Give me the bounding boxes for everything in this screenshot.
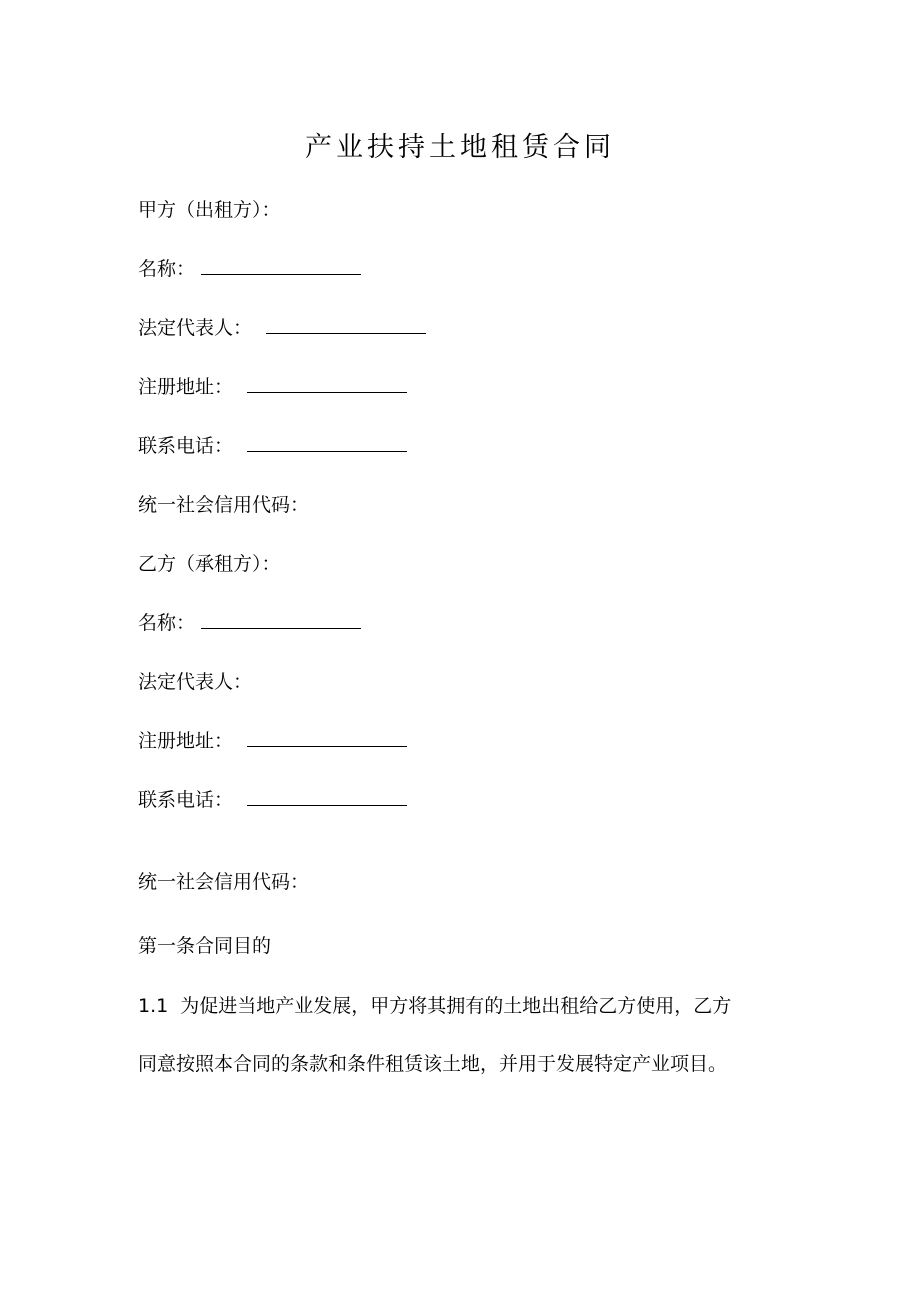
party-a-name-row: [138, 256, 361, 282]
party-a-phone-label: 联系电话：: [138, 435, 234, 457]
clause-number: 1.1: [138, 995, 169, 1017]
party-b-heading: 乙方（承租方）：: [138, 553, 281, 575]
party-b-rep-label: 法定代表人：: [138, 671, 253, 693]
party-b-name-label: 名称：: [138, 612, 196, 634]
party-b-credit-code: 统一社会信用代码：: [138, 871, 310, 893]
party-a-rep-row: [138, 315, 426, 341]
party-a-address-row: [138, 374, 407, 400]
clause-text-line-2: 同意按照本合同的条款和条件租赁该土地，并用于发展特定产业项目。: [138, 1053, 728, 1075]
party-b-address-label: 注册地址：: [138, 730, 234, 752]
party-a-rep-label: 法定代表人：: [138, 317, 253, 339]
party-b-address-row: [138, 728, 407, 754]
clause-text-line-1: 为促进当地产业发展，甲方将其拥有的土地出租给乙方使用，乙方: [180, 995, 732, 1017]
clause-line-1: [138, 977, 778, 1035]
party-b-name-row: [138, 610, 361, 636]
party-b-address-blank: [247, 728, 407, 747]
article-1-heading: 第一条合同目的: [138, 935, 272, 957]
party-a-address-label: 注册地址：: [138, 376, 234, 398]
article-1-clause: [138, 977, 778, 1093]
party-a-rep-blank: [266, 315, 426, 334]
party-a-address-blank: [247, 374, 407, 393]
party-a-phone-blank: [247, 433, 407, 452]
party-a-name-blank: [201, 256, 361, 275]
party-a-credit-code: 统一社会信用代码：: [138, 494, 310, 516]
party-b-name-blank: [201, 610, 361, 629]
party-b-phone-label: 联系电话：: [138, 789, 234, 811]
party-b-phone-blank: [247, 787, 407, 806]
party-a-heading: 甲方（出租方）：: [138, 199, 281, 221]
party-a-phone-row: [138, 433, 407, 459]
document-title: 产业扶持土地租赁合同: [305, 132, 615, 163]
party-b-phone-row: [138, 787, 407, 813]
party-a-name-label: 名称：: [138, 258, 196, 280]
